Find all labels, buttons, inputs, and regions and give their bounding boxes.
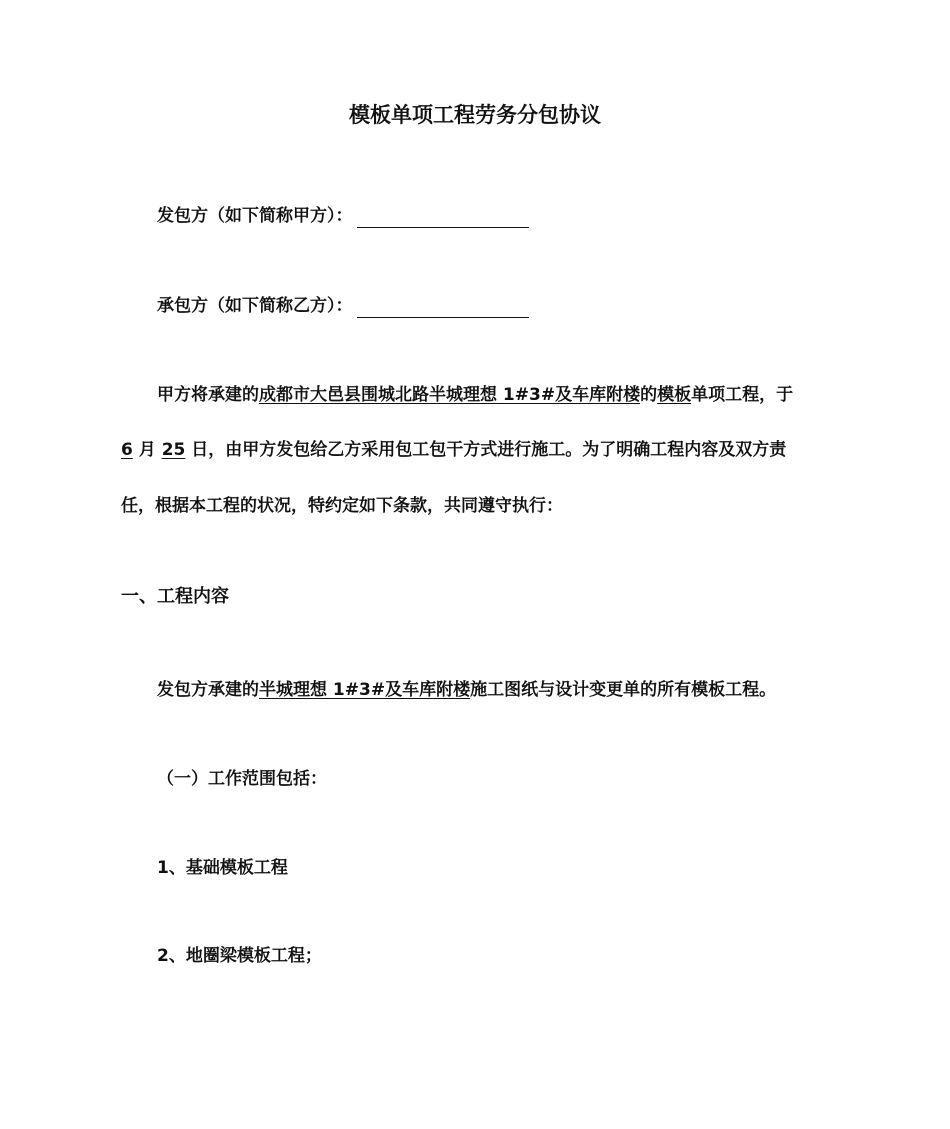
date-day: 25 [161, 440, 186, 460]
intro-line-1 [157, 383, 793, 407]
intro-line-2 [121, 438, 786, 462]
date-month-unit: 月 [138, 440, 156, 460]
section-text: 发包方承建的 [157, 680, 259, 700]
list-item: 2、地圈梁模板工程； [157, 946, 322, 966]
intro-line-3: 任，根据本工程的状况，特约定如下条款，共同遵守执行： [121, 496, 563, 516]
project-name: 成都市大邑县围城北路半城理想 1#3#及车库附楼 [259, 385, 641, 405]
party-b-line [157, 294, 529, 318]
project-name: 半城理想 1#3#及车库附楼 [259, 680, 471, 700]
party-a-label: 发包方（如下简称甲方）： [157, 206, 353, 226]
intro-text: 的 [640, 385, 658, 405]
section-1-heading: 一、工程内容 [121, 586, 229, 607]
subsection-heading: （一）工作范围包括： [157, 769, 327, 789]
section-text: 施工图纸与设计变更单的所有模板工程。 [470, 680, 777, 700]
party-a-line [157, 204, 529, 228]
intro-text: 日，由甲方发包给乙方采用包工包干方式进行施工。为了明确工程内容及双方责 [191, 440, 787, 460]
date-month: 6 [121, 440, 133, 460]
scope-name: 模板 [657, 385, 692, 405]
intro-text: 单项工程，于 [691, 385, 794, 405]
document-title: 模板单项工程劳务分包协议 [349, 103, 601, 127]
party-b-blank [357, 297, 529, 318]
section-1-text [157, 678, 776, 702]
intro-text: 甲方将承建的 [157, 385, 259, 405]
list-item: 1、基础模板工程 [157, 858, 288, 878]
party-a-blank [357, 207, 529, 228]
party-b-label: 承包方（如下简称乙方）： [157, 296, 353, 316]
